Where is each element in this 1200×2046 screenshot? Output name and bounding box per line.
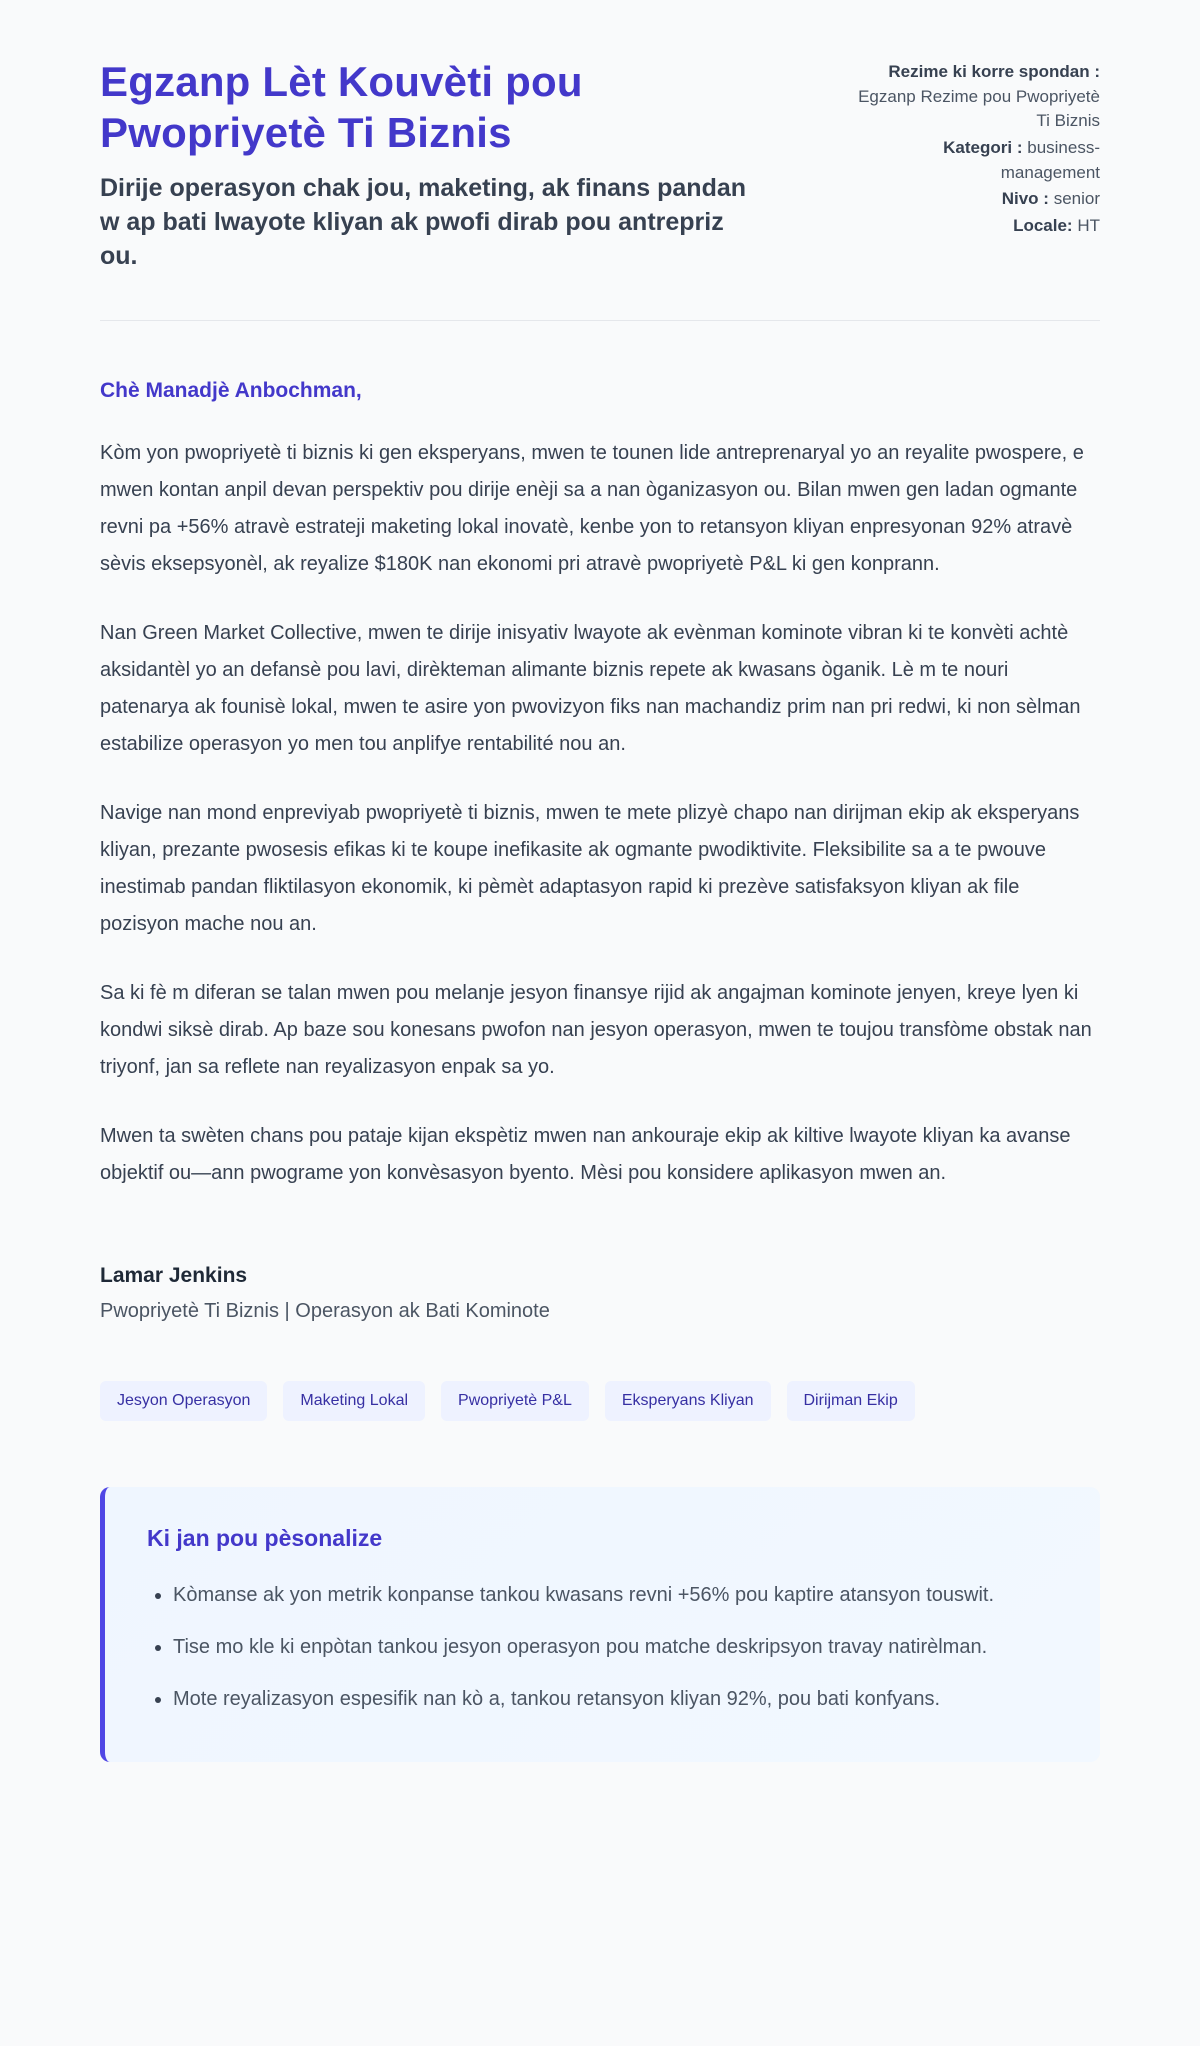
meta-row-matching-resume [848,60,1100,134]
tag-dirijman-ekip: Dirijman Ekip [787,1381,915,1421]
personalization-tips-box [100,1487,1100,1762]
meta-panel [848,56,1100,240]
meta-label: Kategori : [943,137,1023,157]
page [100,0,1100,1832]
letter-greeting: Chè Manadjè Anbochman, [100,378,362,402]
signature-role: Pwopriyetè Ti Biznis | Operasyon ak Bati Kominote [100,1299,550,1322]
tag-eksperyans-kliyan: Eksperyans Kliyan [605,1381,771,1421]
tips-title: Ki jan pou pèsonalize [147,1524,383,1551]
letter-paragraph-3: Navige nan mond enpreviyab pwopriyetè ti biznis, mwen te mete plizyè chapo nan dirijman ekip ak eksperyans kliyan, prezante pwosesis efikas ki te koupe inefikasite ak ogmante pwodiktivite. Fleksibilite sa a te pwouve inestimab pandan fliktilasyon ekonomik, ki pèmèt adaptasyon rapid ki prezève satisfaksyon kliyan ak file pozisyon mache nou an. [100,801,1080,935]
meta-value: Egzanp Rezime pou Pwopriyetè Ti Biznis [858,86,1100,131]
meta-label: Locale: [1013,215,1073,235]
signature-name: Lamar Jenkins [100,1263,248,1287]
letter-paragraph-4: Sa ki fè m diferan se talan mwen pou melanje jesyon finansye rijid ak angajman kominote jenyen, kreye lyen ki kondwi siksè dirab. Ap baze sou konesans pwofon nan jesyon operasyon, mwen te toujou transfòme obstak nan triyonf, jan sa reflete nan reyalizasyon enpak sa yo. [100,981,1092,1078]
tag-maketing-lokal: Maketing Lokal [283,1381,425,1421]
tips-list [147,1578,1058,1716]
header-divider [100,320,1100,321]
signature-block [100,1264,1100,1323]
cover-letter-body [100,379,1100,1323]
header-title-block [100,56,818,274]
page-title: Egzanp Lèt Kouvèti pou Pwopriyetè Ti Biznis [100,58,583,157]
meta-value: HT [1077,215,1100,235]
letter-paragraph-2: Nan Green Market Collective, mwen te dirije inisyativ lwayote ak evènman kominote vibran ki te konvèti achtè aksidantèl yo an defansè pou lavi, dirèkteman alimante biznis repete ak kwasans òganik. Lè m te nouri patenarya ak founisè lokal, mwen te asire yon pwovizyon fiks nan machandiz prim nan pri redwi, ki non sèlman estabilize operasyon yo men tou anplifye rentabilité nou an. [100,621,1081,755]
tip-item-1: • Kòmanse ak yon metrik konpanse tankou kwasans revni +56% pou kaptire atansyon touswit. [173,1578,1058,1612]
meta-row-level [848,187,1100,212]
letter-paragraph-1: Kòm yon pwopriyetè ti biznis ki gen eksperyans, mwen te tounen lide antreprenaryal yo an reyalite pwospere, e mwen kontan anpil devan perspektiv pou dirije enèji sa a nan òganizasyon ou. Bilan mwen gen ladan ogmante revni pa +56% atravè estrateji maketing lokal inovatè, kenbe yon to retansyon kliyan enpresyonan 92% atravè sèvis eksepsyonèl, ak reyalize $180K nan ekonomi pri atravè pwopriyetè P&L ki gen konprann. [100,441,1084,575]
meta-label: Rezime ki korre spondan : [888,62,1100,81]
page-subtitle: Dirije operasyon chak jou, maketing, ak finans pandan w ap bati lwayote kliyan ak pwofi dirab pou antrepriz ou. [100,174,747,270]
tag-jesyon-operasyon: Jesyon Operasyon [100,1381,267,1421]
meta-row-category [848,136,1100,185]
letter-paragraph-5: Mwen ta swèten chans pou pataje kijan ekspètiz mwen nan ankouraje ekip ak kiltive lwayote kliyan ka avanse objektif ou—ann pwograme yon konvèsasyon byento. Mèsi pou konsidere aplikasyon mwen an. [100,1124,1071,1184]
tip-item-3: • Mote reyalizasyon espesifik nan kò a, tankou retansyon kliyan 92%, pou bati konfyans. [173,1682,1058,1716]
tip-item-2: • Tise mo kle ki enpòtan tankou jesyon operasyon pou matche deskripsyon travay natirèlman. [173,1630,1058,1664]
header [100,56,1100,274]
meta-label: Nivo : [1001,189,1049,209]
meta-value: business-management [1000,137,1100,182]
tag-pwopriyete-pl: Pwopriyetè P&L [441,1381,589,1421]
tag-list [100,1381,1100,1421]
meta-row-locale [848,214,1100,239]
meta-value: senior [1053,189,1100,209]
